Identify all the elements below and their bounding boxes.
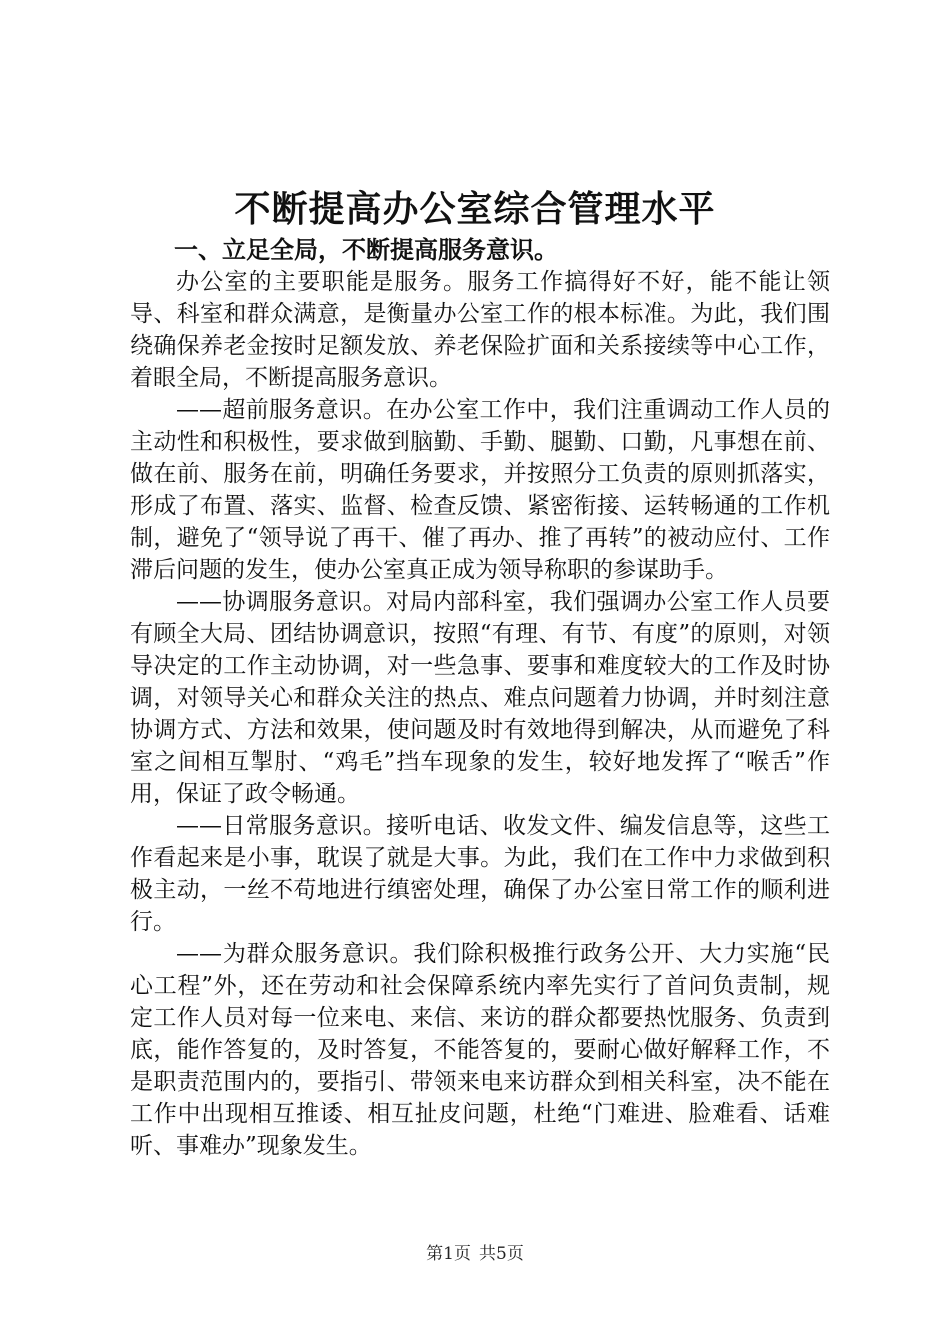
paragraph-coordination-service: ——协调服务意识。对局内部科室，我们强调办公室工作人员要有顾全大局、团结协调意识，按照“有理、有节、有度”的原则，对领导决定的工作主动协调，对一些急事、要事和难度较大的工作及时协调，对领导关心和群众关注的热点、难点问题着力协调，并时刻注意协调方式、方法和效果，使问题及时有效地得到解决，从而避免了科室之间相互掣肘、“鸡毛”挡车现象的发生，较好地发挥了“喉舌”作用，保证了政令畅通。 [130, 589, 830, 807]
paragraph-public-service: ——为群众服务意识。我们除积极推行政务公开、大力实施“民心工程”外，还在劳动和社会保障系统内率先实行了首问负责制，规定工作人员对每一位来电、来信、来访的群众都要热忱服务、负责到底，能作答复的，及时答复，不能答复的，要耐心做好解释工作，不是职责范围内的，要指引、带领来电来访群众到相关科室，决不能在工作中出现相互推诿、相互扯皮问题，杜绝“门难进、脸难看、话难听、事难办”现象发生。 [130, 941, 830, 1159]
document-body [130, 234, 830, 1162]
paragraph-proactive-service: ——超前服务意识。在办公室工作中，我们注重调动工作人员的主动性和积极性，要求做到脑勤、手勤、腿勤、口勤，凡事想在前、做在前、服务在前，明确任务要求，并按照分工负责的原则抓落实，形成了布置、落实、监督、检查反馈、紧密衔接、运转畅通的工作机制，避免了“领导说了再干、催了再办、推了再转”的被动应付、工作滞后问题的发生，使办公室真正成为领导称职的参谋助手。 [130, 397, 830, 583]
page-footer [0, 1242, 950, 1266]
paragraph-intro: 办公室的主要职能是服务。服务工作搞得好不好，能不能让领导、科室和群众满意，是衡量办公室工作的根本标准。为此，我们围绕确保养老金按时足额发放、养老保险扩面和关系接续等中心工作，着眼全局，不断提高服务意识。 [130, 269, 830, 391]
paragraph-daily-service: ——日常服务意识。接听电话、收发文件、编发信息等，这些工作看起来是小事，耽误了就是大事。为此，我们在工作中力求做到积极主动，一丝不苟地进行缜密处理，确保了办公室日常工作的顺利进行。 [130, 813, 830, 935]
section-heading: 一、立足全局，不断提高服务意识。 [174, 236, 558, 264]
page-number: 第1页 [426, 1244, 471, 1264]
document-title: 不断提高办公室综合管理水平 [234, 189, 716, 230]
page-total: 共5页 [479, 1244, 524, 1264]
